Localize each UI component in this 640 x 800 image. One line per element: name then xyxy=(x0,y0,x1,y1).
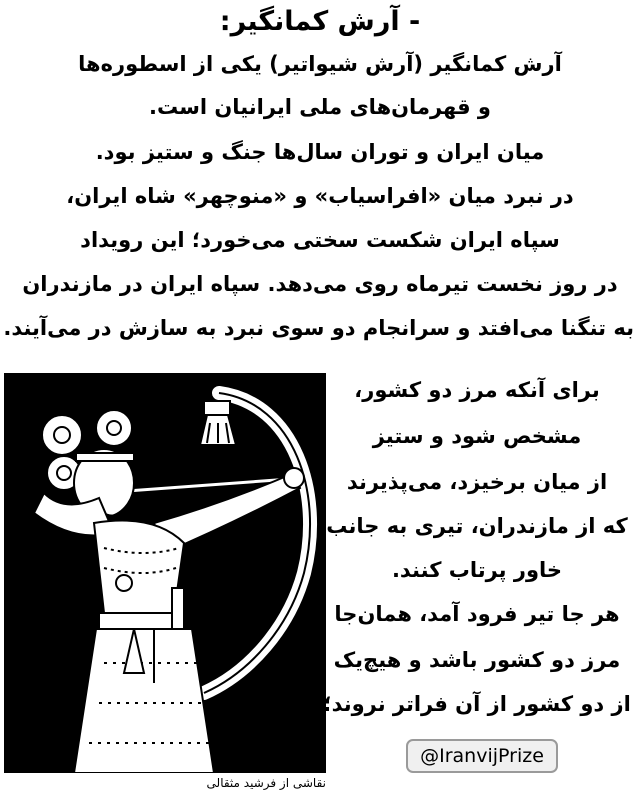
text-line: که از مازندران، تیری به جانب xyxy=(326,514,628,538)
text-line: مشخص شود و ستیز xyxy=(372,424,582,448)
text-line: مرز دو کشور باشد و هیچ‌یک xyxy=(333,648,621,672)
social-handle-badge: @IranvijPrize xyxy=(406,739,558,773)
image-caption: نقاشی از فرشید مثقالی xyxy=(206,776,326,790)
archer-illustration xyxy=(4,373,326,773)
text-line: از دو کشور از آن فراتر نروند؛ xyxy=(323,692,631,716)
text-line: به تنگنا می‌افتد و سرانجام دو سوی نبرد به سازش در می‌آیند. xyxy=(3,316,634,340)
page-title: - آرش کمانگیر: xyxy=(219,6,421,37)
text-line: سپاه ایران شکست سختی می‌خورد؛ این رویداد xyxy=(80,228,560,252)
text-line: خاور پرتاب کنند. xyxy=(391,558,563,582)
text-line: در روز نخست تیرماه روی می‌دهد. سپاه ایران در مازندران xyxy=(22,272,618,296)
text-line: هر جا تیر فرود آمد، همان‌جا xyxy=(334,602,620,626)
text-line: برای آنکه مرز دو کشور، xyxy=(354,378,600,402)
text-line: در نبرد میان «افراسیاب» و «منوچهر» شاه ایران، xyxy=(66,184,574,208)
text-line: میان ایران و توران سال‌ها جنگ و ستیز بود. xyxy=(95,140,545,164)
text-line: از میان برخیزد، می‌پذیرند xyxy=(346,470,608,494)
text-line: و قهرمان‌های ملی ایرانیان است. xyxy=(149,95,491,119)
text-line: آرش کمانگیر (آرش شیواتیر) یکی از اسطوره‌ها xyxy=(78,52,562,76)
archer-drawing xyxy=(4,373,326,773)
